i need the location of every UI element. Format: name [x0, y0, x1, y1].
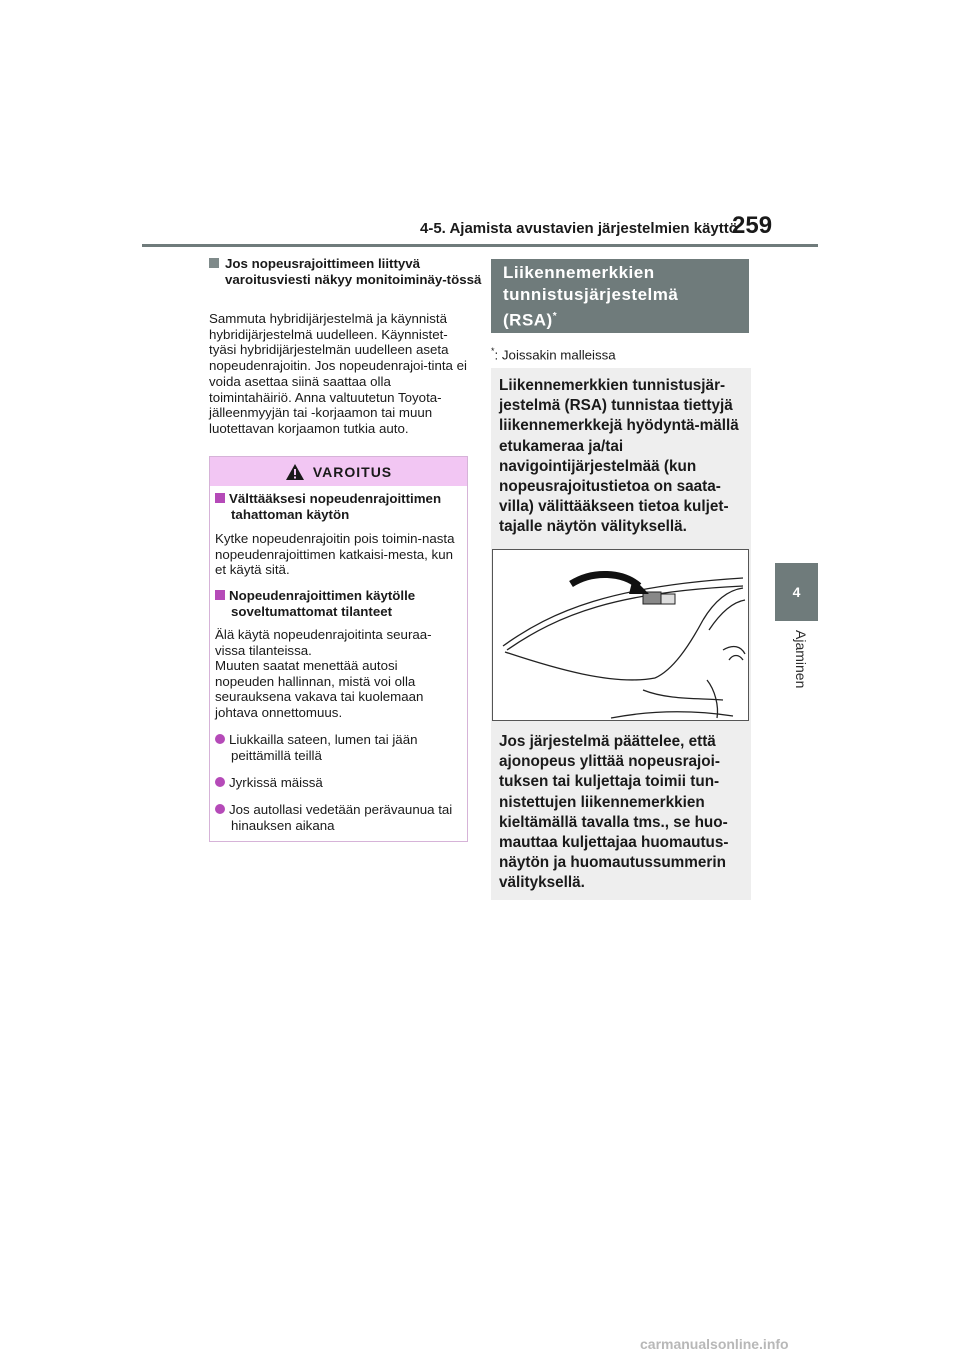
warning-bullet: [215, 775, 475, 791]
rsa-outro: Jos järjestelmä päättelee, että ajonopeus ylittää nopeusrajoi-tuksen tai kuljettaja toimii tun-nistettujen liikennemerkkien kieltämällä tavalla tms., se huo-mauttaa kuljettajaa huomautus-näytön ja huomautussummerin välityksellä.: [499, 733, 729, 892]
warning-section1-title: [215, 491, 475, 522]
warning-header: [210, 457, 467, 486]
rsa-heading-line1: Liikennemerkkien: [503, 263, 655, 282]
warning-section1-title-text: Välttääksesi nopeudenrajoittimen tahattoman käytön: [229, 491, 442, 522]
footnote: [491, 346, 616, 362]
warning-bullet-text: Liukkailla sateen, lumen tai jään peittämillä teillä: [229, 732, 418, 763]
rsa-heading-line3: (RSA): [503, 310, 553, 330]
warning-triangle-icon: [285, 463, 305, 481]
windshield-camera-icon: [493, 550, 748, 720]
dot-bullet-icon: [215, 804, 225, 814]
warning-section2-text1: Älä käytä nopeudenrajoitinta seuraa-vissa tilanteissa.: [215, 627, 432, 658]
rsa-heading-line2: tunnistusjärjestelmä: [503, 285, 679, 304]
left-heading-text: Jos nopeusrajoittimeen liittyvä varoitusviesti näkyy monitoiminäy-tössä: [225, 256, 482, 287]
page-number: 259: [732, 212, 773, 239]
footnote-mark: *: [491, 346, 495, 356]
chapter-label: Ajaminen: [793, 630, 809, 689]
square-bullet-icon: [215, 590, 225, 600]
warning-bullet-text: Jyrkissä mäissä: [229, 775, 323, 790]
warning-bullet-text: Jos autollasi vedetään perävaunua tai hinauksen aikana: [229, 802, 453, 833]
warning-box: [209, 456, 468, 842]
rsa-heading-mark: *: [552, 311, 558, 322]
warning-section2-text2: Muuten saatat menettää autosi nopeuden hallinnan, mistä voi olla seurauksena vakava tai kuolemaan johtava onnettomuus.: [215, 658, 424, 720]
square-bullet-icon: [209, 258, 219, 268]
dot-bullet-icon: [215, 734, 225, 744]
rsa-intro: Liikennemerkkien tunnistusjär-jestelmä (RSA) tunnistaa tiettyjä liikennemerkkejä hyödyntä-mällä etukameraa ja/tai navigointijärjestelmää (kun nopeusrajoitustietoa on saata-villa) välittääkseen tietoa kuljet-tajalle näytön välityksellä.: [499, 377, 739, 536]
square-bullet-icon: [215, 493, 225, 503]
windshield-camera-illustration: [492, 549, 749, 721]
warning-bullet: [215, 802, 475, 833]
warning-bullet: [215, 732, 475, 763]
left-paragraph: Sammuta hybridijärjestelmä ja käynnistä hybridijärjestelmä uudelleen. Käynnistet-tyäsi hybridijärjestelmän uudelleen aseta nopeudenrajoitin. Jos nopeudenrajoi-tinta ei voida asettaa siinä saattaa olla toimintahäiriö. Anna valtuutetun Toyota-jälleenmyyjän tai -korjaamon tai muun luotettavan korjaamon tutkia auto.: [209, 311, 467, 436]
warning-section2-title: [215, 588, 475, 619]
header-rule: [142, 244, 818, 247]
warning-section1-text: Kytke nopeudenrajoitin pois toimin-nasta nopeudenrajoittimen katkaisi-mesta, kun et käytä sitä.: [215, 531, 455, 577]
warning-section2-title-text: Nopeudenrajoittimen käytölle soveltumattomat tilanteet: [229, 588, 416, 619]
dot-bullet-icon: [215, 777, 225, 787]
warning-title: VAROITUS: [312, 463, 393, 480]
rsa-heading: [491, 259, 749, 333]
left-heading: [209, 256, 485, 287]
section-title: 4-5. Ajamista avustavien järjestelmien käyttö: [420, 220, 738, 237]
rsa-info-box: [491, 368, 751, 900]
footnote-text: : Joissakin malleissa: [494, 347, 616, 363]
chapter-tab: 4: [775, 563, 818, 621]
watermark: carmanualsonline.info: [640, 1336, 789, 1352]
